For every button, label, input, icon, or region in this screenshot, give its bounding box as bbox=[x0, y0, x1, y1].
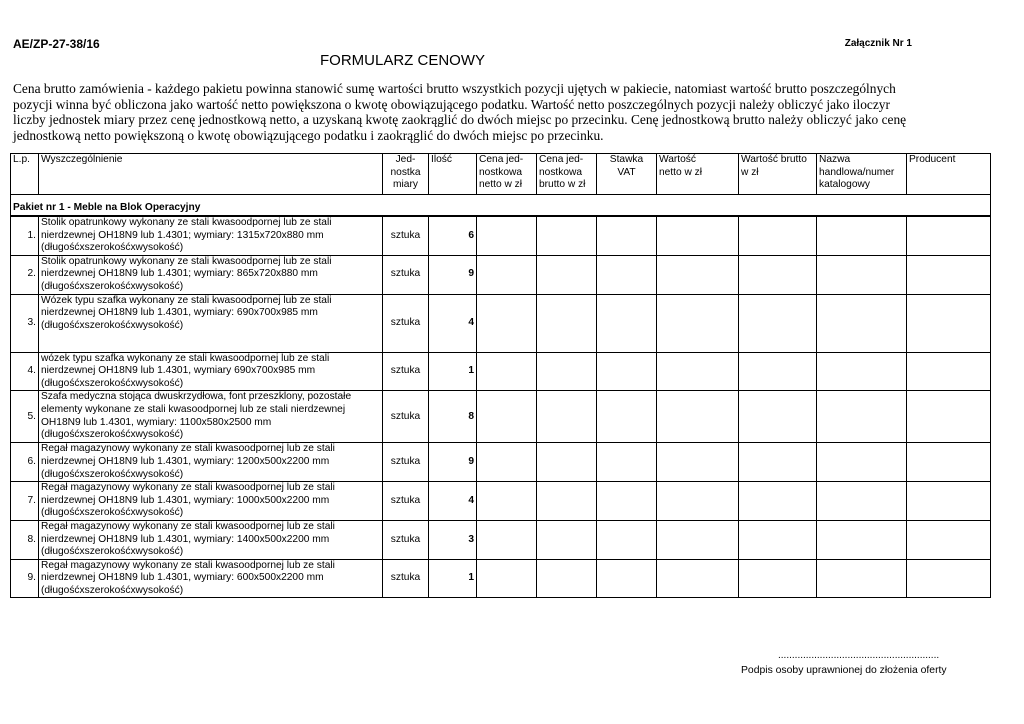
intro-paragraph: Cena brutto zamówienia - każdego pakietu powinna stanowić sumę wartości brutto wszystkich pozycji ujętych w pakiecie, natomiast wartość brutto poszczególnych pozycji winna być obliczona jako wartość netto powiększona o kwotę obowiązującego podatku. Wartość netto poszczególnych pozycji należy obliczyć jako iloczyr liczby jednostek miary przez cenę jednostkową netto, a uzyskaną kwotę zaokrąglić do dwóch miejsc po przecinku. Cenę jednostkową brutto należy obliczyć jako cenę jednostkową netto powiększoną o kwotę obowiązującego podatku i zaokrąglić do dwóch miejsc po przecinku. bbox=[13, 81, 907, 143]
col-net-value: Wartość netto w zł bbox=[657, 154, 739, 195]
row-net-value[interactable] bbox=[657, 443, 739, 482]
row-net-value[interactable] bbox=[657, 559, 739, 598]
row-net-value[interactable] bbox=[657, 294, 739, 352]
row-gross-value[interactable] bbox=[739, 391, 817, 443]
row-quantity: 1 bbox=[429, 559, 477, 598]
row-quantity: 3 bbox=[429, 520, 477, 559]
row-lp: 8. bbox=[11, 520, 39, 559]
row-description: Stolik opatrunkowy wykonany ze stali kwasoodpornej lub ze stali nierdzewnej OH18N9 lub 1.4301; wymiary: 1315x720x880 mm (długośćxszerokośćxwysokość) bbox=[39, 216, 383, 255]
row-description: Stolik opatrunkowy wykonany ze stali kwasoodpornej lub ze stali nierdzewnej OH18N9 lub 1.4301; wymiary: 865x720x880 mm (długośćxszerokośćxwysokość) bbox=[39, 255, 383, 294]
row-unit: sztuka bbox=[383, 294, 429, 352]
row-unit-gross[interactable] bbox=[537, 391, 597, 443]
section-title: Pakiet nr 1 - Meble na Blok Operacyjny bbox=[11, 195, 991, 217]
row-unit: sztuka bbox=[383, 520, 429, 559]
row-producer[interactable] bbox=[907, 255, 991, 294]
row-net-value[interactable] bbox=[657, 216, 739, 255]
row-unit-net[interactable] bbox=[477, 255, 537, 294]
col-description: Wyszczególnienie bbox=[39, 154, 383, 195]
row-producer[interactable] bbox=[907, 443, 991, 482]
row-producer[interactable] bbox=[907, 520, 991, 559]
row-vat[interactable] bbox=[597, 520, 657, 559]
row-producer[interactable] bbox=[907, 352, 991, 391]
row-net-value[interactable] bbox=[657, 520, 739, 559]
row-unit-gross[interactable] bbox=[537, 216, 597, 255]
table-row bbox=[11, 482, 991, 521]
row-gross-value[interactable] bbox=[739, 559, 817, 598]
row-vat[interactable] bbox=[597, 255, 657, 294]
row-vat[interactable] bbox=[597, 482, 657, 521]
row-quantity: 6 bbox=[429, 216, 477, 255]
row-net-value[interactable] bbox=[657, 391, 739, 443]
row-lp: 5. bbox=[11, 391, 39, 443]
row-unit: sztuka bbox=[383, 352, 429, 391]
table-row bbox=[11, 559, 991, 598]
row-quantity: 9 bbox=[429, 255, 477, 294]
col-unit-net: Cena jed- nostkowa netto w zł bbox=[477, 154, 537, 195]
row-gross-value[interactable] bbox=[739, 255, 817, 294]
row-trade-name[interactable] bbox=[817, 559, 907, 598]
table-row bbox=[11, 352, 991, 391]
row-description: Regał magazynowy wykonany ze stali kwasoodpornej lub ze stali nierdzewnej OH18N9 lub 1.4301, wymiary: 1000x500x2200 mm (długośćxszerokośćxwysokość) bbox=[39, 482, 383, 521]
row-lp: 4. bbox=[11, 352, 39, 391]
row-unit: sztuka bbox=[383, 482, 429, 521]
row-description: Wózek typu szafka wykonany ze stali kwasoodpornej lub ze stali nierdzewnej OH18N9 lub 1.4301, wymiary: 690x700x985 mm (długośćxszerokośćxwysokość) bbox=[39, 294, 383, 352]
page-title: FORMULARZ CENOWY bbox=[320, 52, 485, 69]
row-unit-net[interactable] bbox=[477, 482, 537, 521]
row-net-value[interactable] bbox=[657, 255, 739, 294]
row-gross-value[interactable] bbox=[739, 294, 817, 352]
row-unit-gross[interactable] bbox=[537, 520, 597, 559]
document-reference: AE/ZP-27-38/16 bbox=[13, 37, 100, 51]
row-unit: sztuka bbox=[383, 216, 429, 255]
table-row bbox=[11, 255, 991, 294]
col-gross-value: Wartość brutto w zł bbox=[739, 154, 817, 195]
row-trade-name[interactable] bbox=[817, 294, 907, 352]
row-unit-net[interactable] bbox=[477, 216, 537, 255]
row-trade-name[interactable] bbox=[817, 391, 907, 443]
row-gross-value[interactable] bbox=[739, 216, 817, 255]
row-trade-name[interactable] bbox=[817, 255, 907, 294]
row-unit: sztuka bbox=[383, 255, 429, 294]
row-description: Regał magazynowy wykonany ze stali kwasoodpornej lub ze stali nierdzewnej OH18N9 lub 1.4301, wymiary: 600x500x2200 mm (długośćxszerokośćxwysokość) bbox=[39, 559, 383, 598]
row-unit: sztuka bbox=[383, 559, 429, 598]
row-producer[interactable] bbox=[907, 559, 991, 598]
section-row bbox=[11, 195, 991, 217]
row-lp: 2. bbox=[11, 255, 39, 294]
row-trade-name[interactable] bbox=[817, 216, 907, 255]
row-vat[interactable] bbox=[597, 391, 657, 443]
row-producer[interactable] bbox=[907, 216, 991, 255]
col-lp: L.p. bbox=[11, 154, 39, 195]
table-row bbox=[11, 294, 991, 352]
signature-label: Podpis osoby uprawnionej do złożenia oferty bbox=[741, 665, 947, 676]
row-vat[interactable] bbox=[597, 443, 657, 482]
row-unit-net[interactable] bbox=[477, 443, 537, 482]
row-trade-name[interactable] bbox=[817, 443, 907, 482]
row-quantity: 9 bbox=[429, 443, 477, 482]
row-unit-gross[interactable] bbox=[537, 443, 597, 482]
price-table bbox=[10, 153, 991, 598]
row-trade-name[interactable] bbox=[817, 520, 907, 559]
row-unit-gross[interactable] bbox=[537, 255, 597, 294]
signature-line: .......................................................... bbox=[778, 650, 940, 661]
row-unit-gross[interactable] bbox=[537, 482, 597, 521]
row-unit-net[interactable] bbox=[477, 391, 537, 443]
col-unit-gross: Cena jed- nostkowa brutto w zł bbox=[537, 154, 597, 195]
row-unit-gross[interactable] bbox=[537, 559, 597, 598]
row-description: wózek typu szafka wykonany ze stali kwasoodpornej lub ze stali nierdzewnej OH18N9 lub 1.4301, wymiary 690x700x985 mm (długośćxszerokośćxwysokość) bbox=[39, 352, 383, 391]
row-gross-value[interactable] bbox=[739, 443, 817, 482]
row-unit-gross[interactable] bbox=[537, 352, 597, 391]
row-unit: sztuka bbox=[383, 443, 429, 482]
row-lp: 1. bbox=[11, 216, 39, 255]
row-gross-value[interactable] bbox=[739, 352, 817, 391]
table-row bbox=[11, 216, 991, 255]
row-unit-net[interactable] bbox=[477, 520, 537, 559]
annex-label: Załącznik Nr 1 bbox=[844, 38, 912, 49]
row-quantity: 8 bbox=[429, 391, 477, 443]
row-producer[interactable] bbox=[907, 482, 991, 521]
row-vat[interactable] bbox=[597, 559, 657, 598]
row-quantity: 4 bbox=[429, 482, 477, 521]
row-description: Szafa medyczna stojąca dwuskrzydłowa, font przeszklony, pozostałe elementy wykonane ze stali kwasoodpornej lub ze stali nierdzewnej OH18N9 lub 1.4301, wymiary: 1100x580x2500 mm (długośćxszerokośćxwysokość) bbox=[39, 391, 383, 443]
col-vat: Stawka VAT bbox=[597, 154, 657, 195]
row-unit: sztuka bbox=[383, 391, 429, 443]
row-vat[interactable] bbox=[597, 216, 657, 255]
col-trade-name: Nazwa handlowa/numer katalogowy bbox=[817, 154, 907, 195]
row-trade-name[interactable] bbox=[817, 352, 907, 391]
row-producer[interactable] bbox=[907, 391, 991, 443]
row-gross-value[interactable] bbox=[739, 482, 817, 521]
row-lp: 3. bbox=[11, 294, 39, 352]
row-net-value[interactable] bbox=[657, 352, 739, 391]
row-description: Regał magazynowy wykonany ze stali kwasoodpornej lub ze stali nierdzewnej OH18N9 lub 1.4301, wymiary: 1400x500x2200 mm (długośćxszerokośćxwysokość) bbox=[39, 520, 383, 559]
col-producer: Producent bbox=[907, 154, 991, 195]
row-net-value[interactable] bbox=[657, 482, 739, 521]
row-lp: 6. bbox=[11, 443, 39, 482]
row-trade-name[interactable] bbox=[817, 482, 907, 521]
row-gross-value[interactable] bbox=[739, 520, 817, 559]
row-unit-net[interactable] bbox=[477, 352, 537, 391]
row-producer[interactable] bbox=[907, 294, 991, 352]
row-unit-net[interactable] bbox=[477, 559, 537, 598]
row-vat[interactable] bbox=[597, 294, 657, 352]
table-row bbox=[11, 391, 991, 443]
col-quantity: Ilość bbox=[429, 154, 477, 195]
col-unit: Jed- nostka miary bbox=[383, 154, 429, 195]
row-quantity: 4 bbox=[429, 294, 477, 352]
row-vat[interactable] bbox=[597, 352, 657, 391]
row-unit-net[interactable] bbox=[477, 294, 537, 352]
table-row bbox=[11, 443, 991, 482]
row-lp: 7. bbox=[11, 482, 39, 521]
row-quantity: 1 bbox=[429, 352, 477, 391]
row-unit-gross[interactable] bbox=[537, 294, 597, 352]
row-lp: 9. bbox=[11, 559, 39, 598]
row-description: Regał magazynowy wykonany ze stali kwasoodpornej lub ze stali nierdzewnej OH18N9 lub 1.4301, wymiary: 1200x500x2200 mm (długośćxszerokośćxwysokość) bbox=[39, 443, 383, 482]
table-header-row bbox=[11, 154, 991, 195]
table-row bbox=[11, 520, 991, 559]
